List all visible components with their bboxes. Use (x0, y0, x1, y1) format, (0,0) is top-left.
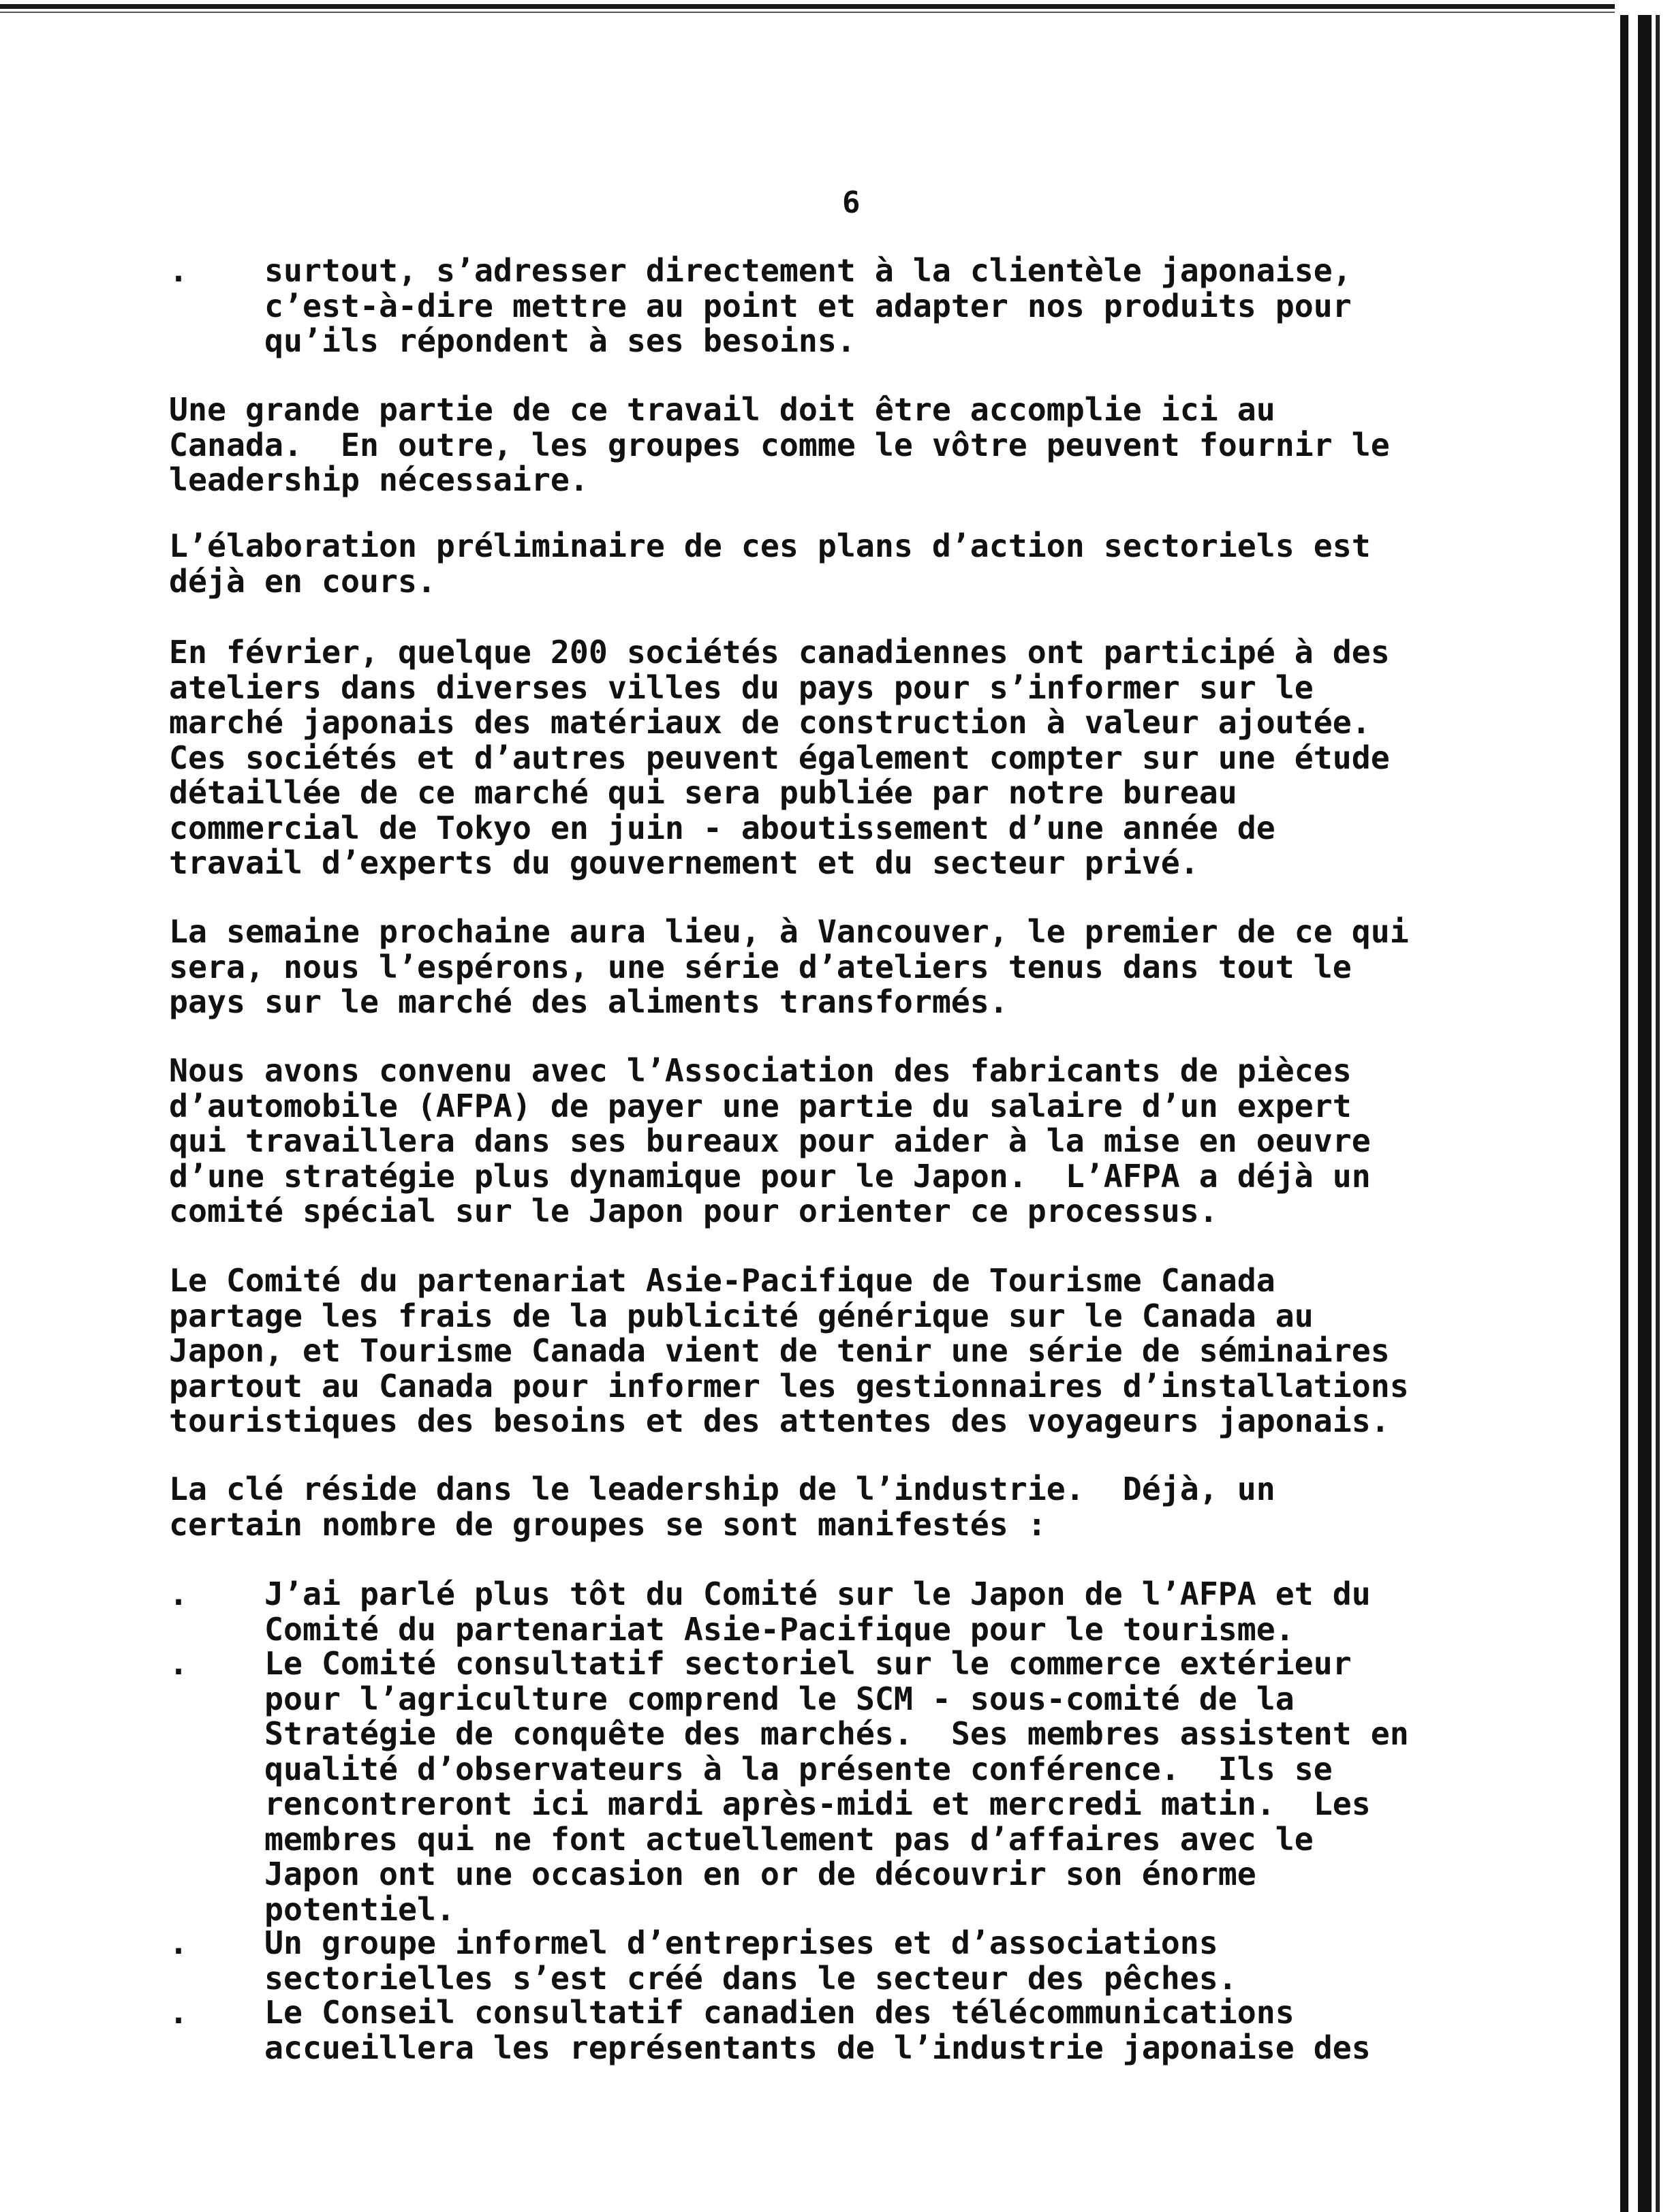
bullet-marker: . (169, 1576, 188, 1612)
bullet-marker: . (169, 252, 188, 289)
page-number: 6 (842, 185, 861, 220)
paragraph: Nous avons convenu avec l’Association des fabricants de pièces d’automobile (AFPA) de payer une partie du salaire d’un expert qui travaillera dans ses bureaux pour aider à la mise en oeuvre d’une stratégie plus dynamique pour le Japon. L’AFPA a déjà un comité spécial sur le Japon pour orienter ce processus. (169, 1052, 1371, 1229)
bullet-marker: . (169, 1994, 188, 2031)
scan-top-rule-thin (0, 12, 1615, 13)
bullet-text: surtout, s’adresser directement à la clientèle japonaise, c’est-à-dire mettre au point et adapter nos produits pour qu’ils répondent à ses besoins. (264, 252, 1352, 359)
paragraph: L’élaboration préliminaire de ces plans d’action sectoriels est déjà en cours. (169, 527, 1371, 600)
bullet-text: Le Comité consultatif sectoriel sur le commerce extérieur pour l’agriculture comprend le SCM - sous-comité de la Stratégie de conquête des marchés. Ses membres assistent en qualité d’observateurs à la présente conférence. Ils se rencontreront ici mardi après-midi et mercredi matin. Les membres qui ne font actuellement pas d’affaires avec le Japon ont une occasion en or de découvrir son énorme potentiel. (264, 1645, 1409, 1928)
bullet-marker: . (169, 1645, 188, 1682)
bullet-text: Le Conseil consultatif canadien des télécommunications accueillera les représentants de l’industrie japonaise des (264, 1994, 1371, 2066)
paragraph: En février, quelque 200 sociétés canadiennes ont participé à des ateliers dans diverses villes du pays pour s’informer sur le marché japonais des matériaux de construction à valeur ajoutée. Ces sociétés et d’autres peuvent également compter sur une étude détaillée de ce marché qui sera publiée par notre bureau commercial de Tokyo en juin - aboutissement d’une année de travail d’experts du gouvernement et du secteur privé. (169, 634, 1390, 881)
bullet-text: Un groupe informel d’entreprises et d’associations sectorielles s’est créé dans le secteur des pêches. (264, 1924, 1237, 1997)
paragraph: La clé réside dans le leadership de l’industrie. Déjà, un certain nombre de groupes se sont manifestés : (169, 1471, 1275, 1543)
paragraph: Le Comité du partenariat Asie-Pacifique de Tourisme Canada partage les frais de la publicité générique sur le Canada au Japon, et Tourisme Canada vient de tenir une série de séminaires partout au Canada pour informer les gestionnaires d’installations touristiques des besoins et des attentes des voyageurs japonais. (169, 1262, 1409, 1439)
scan-right-edge (1656, 15, 1660, 2212)
scan-right-edge (1638, 15, 1652, 2212)
scan-right-edge (1620, 15, 1628, 2212)
scan-top-rule (0, 4, 1615, 9)
paragraph: Une grande partie de ce travail doit être accomplie ici au Canada. En outre, les groupes comme le vôtre peuvent fournir le leadership nécessaire. (169, 391, 1390, 498)
bullet-marker: . (169, 1924, 188, 1961)
bullet-text: J’ai parlé plus tôt du Comité sur le Japon de l’AFPA et du Comité du partenariat Asie-Pacifique pour le tourisme. (264, 1576, 1371, 1648)
paragraph: La semaine prochaine aura lieu, à Vancouver, le premier de ce qui sera, nous l’espérons, une série d’ateliers tenus dans tout le pays sur le marché des aliments transformés. (169, 913, 1409, 1020)
